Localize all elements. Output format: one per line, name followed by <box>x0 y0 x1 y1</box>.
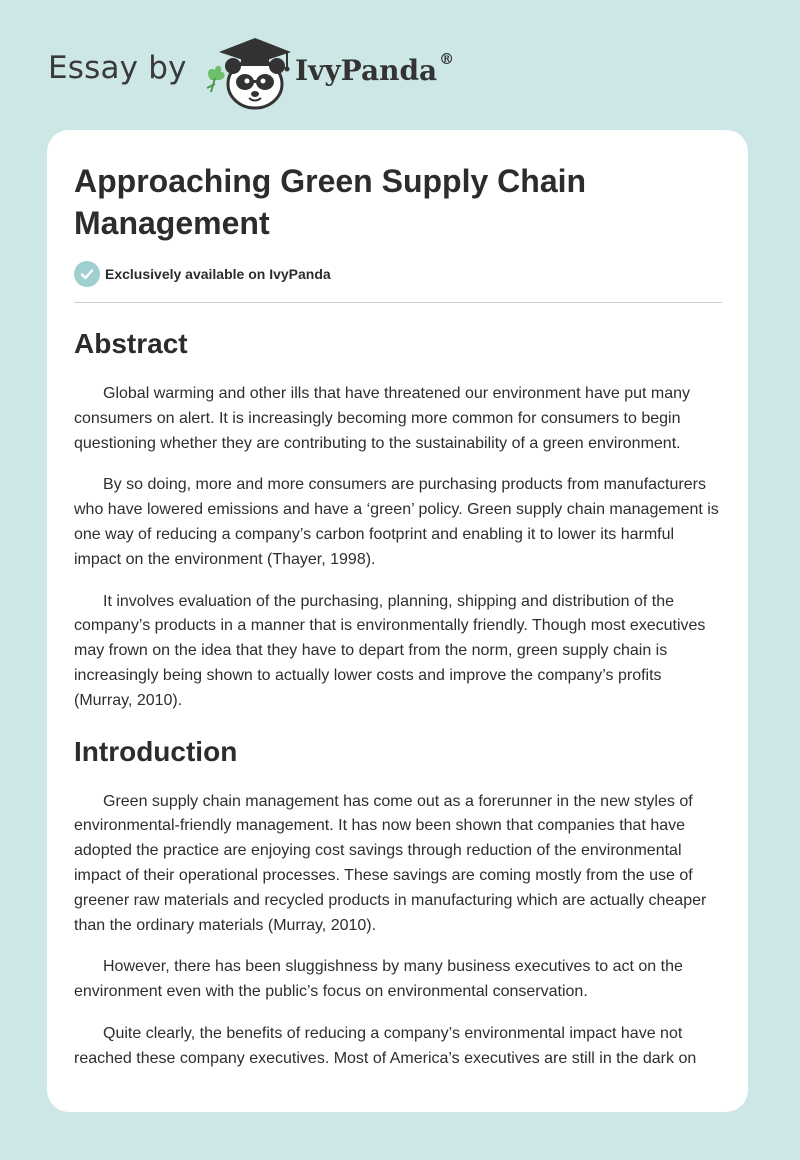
registered-mark: ® <box>439 50 455 68</box>
paragraph: By so doing, more and more consumers are purchasing products from manufacturers who have lowered emissions and have a ‘green’ policy. Green supply chain management is one way of reducing a company’s carbon footprint and enabling it to lower its harmful impact on the environment (Thayer, 1998). <box>74 476 719 568</box>
site-header <box>48 34 468 114</box>
paragraph: It involves evaluation of the purchasing, planning, shipping and distribution of the company’s products in a manner that is environmentally friendly. Though most executives may frown on the idea that they have to depart from the norm, green supply chain is increasingly being shown to actually lower costs and improve the company’s profits (Murray, 2010). <box>74 592 706 709</box>
paragraph: Global warming and other ills that have threatened our environment have put many consumers on alert. It is increasingly becoming more common for consumers to begin questioning whether they are contributing to the sustainability of a green environment. <box>74 385 691 452</box>
check-icon <box>74 261 100 287</box>
title-divider <box>74 302 722 303</box>
paragraph: Quite clearly, the benefits of reducing a company’s environmental impact have not reached these company executives. Most of America’s executives are still in the dark on <box>74 1024 697 1067</box>
panda-logo-icon[interactable] <box>203 34 293 110</box>
paragraph: Green supply chain management has come out as a forerunner in the new styles of environmental-friendly management. It has now been shown that companies that have adopted the practice are enjoying cost savings through reduction of the environmental impact of their operational processes. These savings are coming mostly from the use of greener raw materials and recycled products in manufacturing which are actually cheaper than the ordinary materials (Murray, 2010). <box>74 792 707 934</box>
exclusive-badge-text: Exclusively available on IvyPanda <box>105 266 331 282</box>
essay-by-label: Essay by <box>48 50 187 86</box>
section-heading-abstract: Abstract <box>74 328 188 359</box>
essay-title: Approaching Green Supply Chain Management <box>74 163 587 241</box>
essay-content <box>74 160 724 1072</box>
exclusive-badge <box>74 260 724 288</box>
ivypanda-wordmark[interactable] <box>295 50 455 87</box>
paragraph: However, there has been sluggishness by many business executives to act on the environment even with the public’s focus on environmental conservation. <box>74 958 683 1001</box>
essay-card <box>47 130 748 1112</box>
section-heading-introduction: Introduction <box>74 735 238 767</box>
brand-name-text: IvyPanda <box>295 54 438 87</box>
